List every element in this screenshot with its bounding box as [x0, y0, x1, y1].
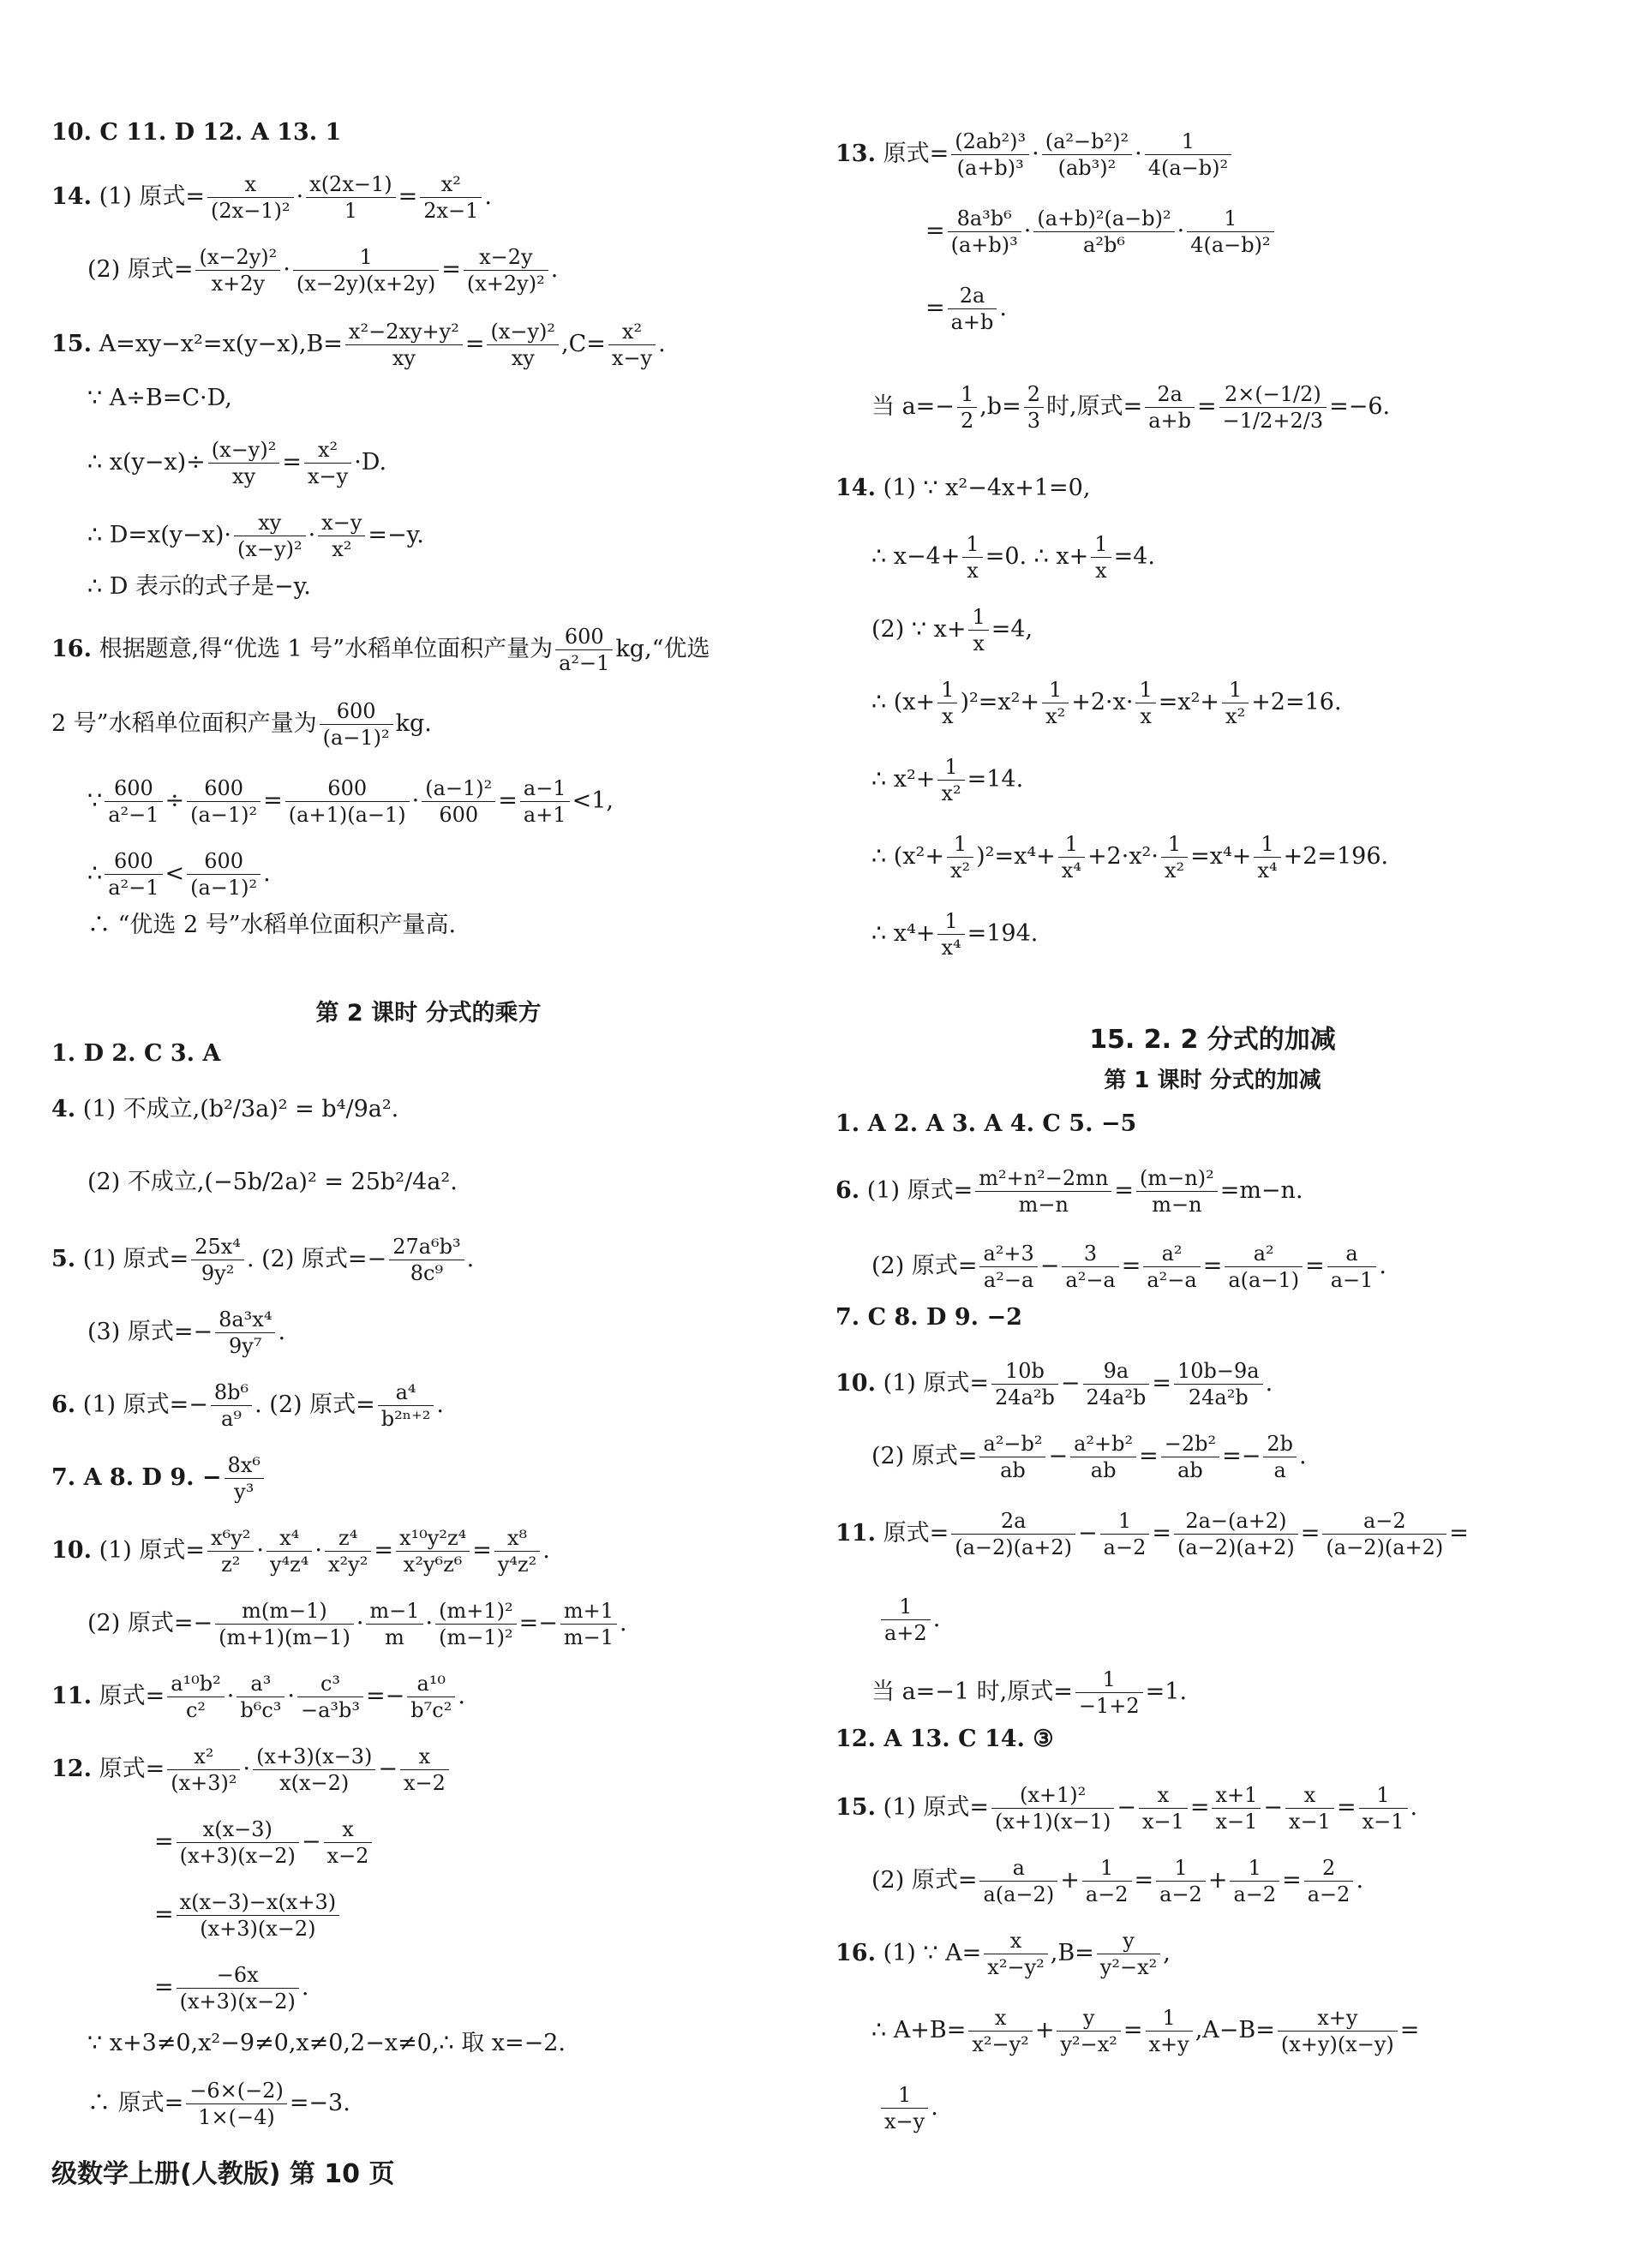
fraction: $\frac{1}{\text{4(a−b)²}}$	[1145, 129, 1231, 181]
answer-line: 14. (1) ∵ x²−4x+1=0,	[835, 475, 1091, 501]
fraction: $\frac{\text{−2b²}}{ab}$	[1161, 1431, 1219, 1483]
answer-line: 16. (1) ∵ A= $\frac{x}{\text{x²−y²}}$ ,B= $\frac{y}{\text{y²−x²}}$ ,	[835, 1929, 1171, 1979]
fraction: $\frac{m(m-1)}{(m+1)(m-1)}$	[215, 1598, 354, 1650]
fraction: $\frac{\text{x²}}{x-y}$	[608, 319, 656, 371]
answer-line: ∴ x(y−x)÷ $\frac{\text{(x−y)²}}{xy}$ = $\frac{\text{x²}}{x-y}$ ·D.	[87, 438, 387, 488]
answer-line: ∴ D 表示的式子是−y.	[87, 573, 311, 600]
fraction: $\frac{a-1}{a+1}$	[520, 775, 570, 828]
fraction: $\frac{x-y}{\text{x²}}$	[318, 510, 365, 562]
answer-line: ∴ (x+ $\frac{1}{x}$ )²=x²+ $\frac{1}{\text{x²}}$ +2·x· $\frac{1}{x}$ =x²+ $\frac{1}{\text{x²}}$ +2=16.	[871, 678, 1342, 728]
fraction: $\frac{1}{x}$	[968, 604, 988, 656]
answer-line: ∴ 原式= $\frac{-6\times(-2)}{1\times(-4)}$ =−3.	[87, 2079, 350, 2129]
answer-line: ∴ “优选 2 号”水稻单位面积产量高.	[87, 912, 457, 938]
fraction: $\frac{xy}{\text{(x−y)²}}$	[234, 510, 306, 562]
fraction: $\frac{\text{8a³x⁴}}{\text{9y⁷}}$	[215, 1307, 275, 1359]
fraction: $\frac{\text{8x⁶}}{\text{y³}}$	[225, 1452, 264, 1505]
fraction: $\frac{x}{\text{x²−y²}}$	[968, 2005, 1032, 2057]
fraction: $\frac{1}{\text{x⁴}}$	[1254, 831, 1280, 883]
answer-line: 6. (1) 原式=− $\frac{\text{8b⁶}}{\text{a⁹}}$ . (2) 原式= $\frac{\text{a⁴}}{\text{b²ⁿ⁺²}}$ .	[51, 1380, 444, 1431]
fraction: $\frac{1}{x}$	[937, 677, 957, 729]
fraction: $\frac{1}{a-2}$	[1156, 1855, 1206, 1907]
answer-line: 10. C 11. D 12. A 13. 1	[51, 119, 342, 146]
fraction: $\frac{1}{a-2}$	[1082, 1855, 1132, 1907]
fraction: $\frac{600}{\text{a²−1}}$	[555, 624, 613, 676]
answer-line: ∴ $\frac{600}{\text{a²−1}}$ < $\frac{600}{\text{(a−1)²}}$ .	[87, 849, 271, 900]
fraction: $\frac{x(x-3)}{(x+3)(x-2)}$	[177, 1816, 299, 1869]
fraction: $\frac{1}{-1+2}$	[1075, 1667, 1143, 1719]
answer-line: (2) 原式= $\frac{\text{a²+3}}{\text{a²−a}}$ − $\frac{3}{\text{a²−a}}$ = $\frac{\text{a²}}{\text{a²−a}}$ = $\frac{\text{a²}}{a(a-1)}$ = $\frac{a}{a-1}$ .	[871, 1242, 1386, 1292]
answer-line: = $\frac{-6x}{(x+3)(x-2)}$ .	[154, 1963, 309, 2014]
fraction: $\frac{2a}{(a-2)(a+2)}$	[951, 1508, 1075, 1560]
fraction: $\frac{\text{x²}}{x-y}$	[304, 437, 351, 489]
answer-line: (2) ∵ x+ $\frac{1}{x}$ =4,	[871, 605, 1033, 655]
fraction: $\frac{1}{x-1}$	[1359, 1782, 1408, 1834]
fraction: $\frac{1}{(x-2y)(x+2y)}$	[293, 244, 439, 296]
fraction: $\frac{600}{\text{a²−1}}$	[105, 775, 162, 828]
answer-line: 10. (1) 原式= $\frac{10b}{\text{24a²b}}$ − $\frac{9a}{\text{24a²b}}$ = $\frac{10b-9a}{\text{24a²b}}$ .	[835, 1359, 1273, 1409]
answer-line: ∴ x²+ $\frac{1}{\text{x²}}$ =14.	[871, 755, 1024, 805]
fraction: $\frac{x-2y}{\text{(x+2y)²}}$	[464, 244, 548, 296]
answer-line: (2) 原式= $\frac{\text{(x−2y)²}}{x+2y}$ · $\frac{1}{(x-2y)(x+2y)}$ = $\frac{x-2y}{\text{(x+2y)²}}$ .	[87, 245, 559, 296]
fraction: $\frac{a}{a(a-2)}$	[979, 1855, 1057, 1907]
answer-line: 13. 原式= $\frac{\text{(2ab²)³}}{\text{(a+b)³}}$ · $\frac{\text{(a²−b²)²}}{\text{(ab³)²}}$ · $\frac{1}{\text{4(a−b)²}}$	[835, 129, 1234, 181]
fraction: $\frac{\text{(2ab²)³}}{\text{(a+b)³}}$	[951, 129, 1029, 181]
answer-line: $\frac{1}{x-y}$ .	[878, 2082, 938, 2134]
fraction: $\frac{\text{a²}}{\text{a²−a}}$	[1143, 1241, 1200, 1293]
answer-line: $\frac{1}{a+2}$ .	[878, 1594, 940, 1646]
fraction: $\frac{\text{x¹⁰y²z⁴}}{\text{x²y⁶z⁶}}$	[396, 1525, 470, 1577]
fraction: $\frac{2\times(-1/2)}{-1/2+2/3}$	[1219, 381, 1327, 434]
fraction: $\frac{x}{\text{x²−y²}}$	[984, 1928, 1047, 1980]
answer-line: ∴ D=x(y−x)· $\frac{xy}{\text{(x−y)²}}$ · $\frac{x-y}{\text{x²}}$ =−y.	[87, 511, 424, 561]
fraction: $\frac{1}{a-2}$	[1100, 1508, 1150, 1560]
answer-line: 16. 根据题意,得“优选 1 号”水稻单位面积产量为 $\frac{600}{\text{a²−1}}$ kg,“优选	[51, 625, 710, 675]
fraction: $\frac{1}{\text{x²}}$	[1161, 831, 1188, 883]
fraction: $\frac{\text{(a−1)²}}{600}$	[422, 775, 495, 828]
fraction: $\frac{600}{\text{a²−1}}$	[105, 848, 162, 901]
answer-line: 7. A 8. D 9. − $\frac{\text{8x⁶}}{\text{y³}}$	[51, 1452, 267, 1505]
fraction: $\frac{9a}{\text{24a²b}}$	[1083, 1358, 1150, 1410]
answer-line: 5. (1) 原式= $\frac{\text{25x⁴}}{\text{9y²}}$ . (2) 原式=− $\frac{\text{27a⁶b³}}{\text{8c⁹}}$ .	[51, 1235, 475, 1285]
fraction: $\frac{2}{3}$	[1024, 381, 1044, 434]
answer-line: 6. (1) 原式= $\frac{\text{m²+n²−2mn}}{m-n}$ = $\frac{\text{(m−n)²}}{m-n}$ =m−n.	[835, 1166, 1303, 1217]
fraction: $\frac{1}{a-2}$	[1230, 1855, 1279, 1907]
answer-line: 15. (1) 原式= $\frac{\text{(x+1)²}}{(x+1)(x-1)}$ − $\frac{x}{x-1}$ = $\frac{x+1}{x-1}$ − $\frac{x}{x-1}$ = $\frac{1}{x-1}$ .	[835, 1783, 1418, 1834]
fraction: $\frac{10b}{\text{24a²b}}$	[991, 1358, 1058, 1410]
fraction: $\frac{\text{(m+1)²}}{\text{(m−1)²}}$	[435, 1598, 516, 1650]
fraction: $\frac{2a}{a+b}$	[948, 283, 997, 335]
fraction: $\frac{\text{(x−y)²}}{xy}$	[487, 319, 559, 371]
fraction: $\frac{\text{x²−2xy+y²}}{xy}$	[345, 319, 463, 371]
fraction: $\frac{x+1}{x-1}$	[1212, 1782, 1261, 1834]
fraction: $\frac{-6\times(-2)}{1\times(-4)}$	[186, 2078, 287, 2130]
answer-line: (3) 原式=− $\frac{\text{8a³x⁴}}{\text{9y⁷}}$ .	[87, 1308, 286, 1358]
fraction: $\frac{\text{c³}}{\text{−a³b³}}$	[297, 1671, 363, 1723]
fraction: $\frac{y}{\text{y²−x²}}$	[1057, 2005, 1120, 2057]
fraction: $\frac{x}{\text{(2x−1)²}}$	[207, 171, 294, 224]
answer-line: 11. 原式= $\frac{2a}{(a-2)(a+2)}$ − $\frac{1}{a-2}$ = $\frac{2a-(a+2)}{(a-2)(a+2)}$ = $\frac{a-2}{(a-2)(a+2)}$ =	[835, 1509, 1469, 1559]
fraction: $\frac{x}{x-1}$	[1285, 1782, 1334, 1834]
answer-line: (2) 原式=− $\frac{m(m-1)}{(m+1)(m-1)}$ · $\frac{m-1}{m}$ · $\frac{\text{(m+1)²}}{\text{(m−1)²}}$ =− $\frac{m+1}{m-1}$ .	[87, 1599, 627, 1649]
fraction: $\frac{1}{\text{x⁴}}$	[1058, 831, 1085, 883]
answer-line: 12. 原式= $\frac{\text{x²}}{\text{(x+3)²}}$ · $\frac{(x+3)(x-3)}{x(x-2)}$ − $\frac{x}{x-2}$	[51, 1744, 452, 1796]
answer-line: 14. (1) 原式= $\frac{x}{\text{(2x−1)²}}$ · $\frac{x(2x-1)}{1}$ = $\frac{\text{x²}}{2x-1}$ .	[51, 172, 493, 223]
fraction: $\frac{x}{x-1}$	[1139, 1782, 1188, 1834]
fraction: $\frac{\text{z⁴}}{\text{x²y²}}$	[325, 1525, 371, 1577]
fraction: $\frac{1}{a+2}$	[881, 1594, 931, 1646]
fraction: $\frac{2a-(a+2)}{(a-2)(a+2)}$	[1174, 1508, 1298, 1560]
answer-line: 2 号”水稻单位面积产量为 $\frac{600}{\text{(a−1)²}}$ kg.	[51, 699, 432, 750]
fraction: $\frac{1}{x-y}$	[881, 2082, 928, 2134]
fraction: $\frac{\text{8b⁶}}{\text{a⁹}}$	[211, 1379, 252, 1432]
fraction: $\frac{\text{(m−n)²}}{m-n}$	[1136, 1165, 1218, 1218]
answer-line: 10. (1) 原式= $\frac{\text{x⁶y²}}{\text{z²}}$ · $\frac{\text{x⁴}}{\text{y⁴z⁴}}$ · $\frac{\text{z⁴}}{\text{x²y²}}$ = $\frac{\text{x¹⁰y²z⁴}}{\text{x²y⁶z⁶}}$ = $\frac{\text{x⁸}}{\text{y⁴z²}}$ .	[51, 1526, 550, 1577]
fraction: $\frac{1}{x}$	[1135, 677, 1155, 729]
answer-line: 7. C 8. D 9. −2	[835, 1304, 1022, 1331]
answer-line: = $\frac{x(x-3)}{(x+3)(x-2)}$ − $\frac{x}{x-2}$	[154, 1816, 374, 1869]
section-title: 第 2 课时 分式的乘方	[315, 1000, 542, 1026]
fraction: $\frac{2a}{a+b}$	[1145, 381, 1195, 434]
answer-line: 15. A=xy−x²=x(y−x),B= $\frac{\text{x²−2xy+y²}}{xy}$ = $\frac{\text{(x−y)²}}{xy}$ ,C= $\frac{\text{x²}}{x-y}$ .	[51, 320, 666, 370]
fraction: $\frac{1}{x+y}$	[1146, 2005, 1193, 2057]
fraction: $\frac{600}{\text{(a−1)²}}$	[187, 775, 261, 828]
fraction: $\frac{1}{\text{x²}}$	[1222, 677, 1249, 729]
fraction: $\frac{x+y}{(x+y)(x-y)}$	[1278, 2005, 1398, 2057]
fraction: $\frac{x(x-3)-x(x+3)}{(x+3)(x-2)}$	[177, 1889, 339, 1942]
answer-line: 11. 原式= $\frac{\text{a¹⁰b²}}{\text{c²}}$ · $\frac{\text{a³}}{\text{b⁶c³}}$ · $\frac{\text{c³}}{\text{−a³b³}}$ =− $\frac{\text{a¹⁰}}{\text{b⁷c²}}$ .	[51, 1672, 465, 1722]
answer-line: = $\frac{2a}{a+b}$ .	[925, 284, 1007, 334]
answer-line: ∵ x+3≠0,x²−9≠0,x≠0,2−x≠0,∴ 取 x=−2.	[87, 2030, 566, 2056]
fraction: $\frac{\text{a¹⁰b²}}{\text{c²}}$	[167, 1671, 225, 1723]
fraction: $\frac{\text{a¹⁰}}{\text{b⁷c²}}$	[407, 1671, 455, 1723]
fraction: $\frac{\text{(x+1)²}}{(x+1)(x-1)}$	[991, 1782, 1114, 1834]
fraction: $\frac{\text{a³}}{\text{b⁶c³}}$	[237, 1671, 284, 1723]
section-title: 15. 2. 2 分式的加减	[1089, 1025, 1336, 1055]
fraction: $\frac{(x+3)(x-3)}{x(x-2)}$	[253, 1744, 375, 1796]
answer-line: (2) 原式= $\frac{a}{a(a-2)}$ + $\frac{1}{a-2}$ = $\frac{1}{a-2}$ + $\frac{1}{a-2}$ = $\frac{2}{a-2}$ .	[871, 1856, 1364, 1906]
fraction: $\frac{\text{(x−y)²}}{xy}$	[208, 437, 280, 489]
answer-line: ∴ x−4+ $\frac{1}{x}$ =0. ∴ x+ $\frac{1}{x}$ =4.	[871, 532, 1155, 583]
fraction: $\frac{1}{x}$	[962, 531, 982, 583]
answer-line: 1. D 2. C 3. A	[51, 1040, 221, 1067]
fraction: $\frac{\text{(a+b)²(a−b)²}}{\text{a²b⁶}}$	[1033, 206, 1174, 258]
fraction: $\frac{\text{27a⁶b³}}{\text{8c⁹}}$	[389, 1234, 464, 1286]
fraction: $\frac{1}{2}$	[957, 381, 977, 434]
fraction: $\frac{m+1}{m-1}$	[560, 1598, 617, 1650]
fraction: $\frac{\text{a²−b²}}{ab}$	[979, 1431, 1045, 1483]
fraction: $\frac{2}{a-2}$	[1304, 1855, 1354, 1907]
fraction: $\frac{y}{\text{y²−x²}}$	[1097, 1928, 1160, 1980]
fraction: $\frac{1}{\text{x²}}$	[937, 754, 964, 806]
fraction: $\frac{\text{a⁴}}{\text{b²ⁿ⁺²}}$	[378, 1379, 434, 1432]
answer-line: ∵ A÷B=C·D,	[87, 385, 232, 411]
page-footer: 级数学上册(人教版) 第 10 页	[51, 2159, 395, 2189]
answer-line: (2) 不成立,(−5b/2a)² = 25b²/4a².	[87, 1169, 458, 1195]
fraction: $\frac{x(2x-1)}{1}$	[306, 171, 395, 224]
fraction: $\frac{\text{(x−2y)²}}{x+2y}$	[195, 244, 280, 296]
answer-line: 当 a=−1 时,原式= $\frac{1}{-1+2}$ =1.	[871, 1667, 1188, 1718]
fraction: $\frac{600}{\text{(a−1)²}}$	[320, 698, 393, 751]
fraction: $\frac{600}{\text{(a−1)²}}$	[187, 848, 261, 901]
fraction: $\frac{a-2}{(a-2)(a+2)}$	[1322, 1508, 1446, 1560]
fraction: $\frac{\text{a²+3}}{\text{a²−a}}$	[979, 1241, 1037, 1293]
fraction: $\frac{\text{(a²−b²)²}}{\text{(ab³)²}}$	[1042, 129, 1132, 181]
answer-line: = $\frac{\text{8a³b⁶}}{\text{(a+b)³}}$ · $\frac{\text{(a+b)²(a−b)²}}{\text{a²b⁶}}$ · $\frac{1}{\text{4(a−b)²}}$	[925, 206, 1277, 258]
fraction: $\frac{\text{8a³b⁶}}{\text{(a+b)³}}$	[948, 206, 1021, 258]
answer-line: 4. (1) 不成立,(b²/3a)² = b⁴/9a².	[51, 1096, 399, 1122]
fraction: $\frac{1}{\text{x²}}$	[947, 831, 973, 883]
fraction: $\frac{3}{\text{a²−a}}$	[1062, 1241, 1118, 1293]
answer-line: ∴ x⁴+ $\frac{1}{\text{x⁴}}$ =194.	[871, 909, 1039, 960]
answer-line: 12. A 13. C 14. ③	[835, 1726, 1054, 1752]
fraction: $\frac{1}{x}$	[1091, 531, 1111, 583]
answer-line: = $\frac{x(x-3)-x(x+3)}{(x+3)(x-2)}$	[154, 1889, 342, 1942]
fraction: $\frac{\text{x⁴}}{\text{y⁴z⁴}}$	[267, 1525, 312, 1577]
fraction: $\frac{2b}{a}$	[1263, 1431, 1297, 1483]
fraction: $\frac{\text{m²+n²−2mn}}{m-n}$	[975, 1165, 1111, 1218]
answer-line: (2) 原式= $\frac{\text{a²−b²}}{ab}$ − $\frac{\text{a²+b²}}{ab}$ = $\frac{\text{−2b²}}{ab}$ =− $\frac{2b}{a}$ .	[871, 1432, 1307, 1482]
answer-line: ∴ A+B= $\frac{x}{\text{x²−y²}}$ + $\frac{y}{\text{y²−x²}}$ = $\frac{1}{x+y}$ ,A−B= $\frac{x+y}{(x+y)(x-y)}$ =	[871, 2006, 1420, 2056]
fraction: $\frac{\text{25x⁴}}{\text{9y²}}$	[191, 1234, 244, 1286]
answer-line: 当 a=− $\frac{1}{2}$ ,b= $\frac{2}{3}$ 时,原式= $\frac{2a}{a+b}$ = $\frac{2\times(-1/2)}{-1/2+2/3}$ =−6.	[871, 382, 1391, 433]
answer-line: ∵ $\frac{600}{\text{a²−1}}$ ÷ $\frac{600}{\text{(a−1)²}}$ = $\frac{600}{(a+1)(a-1)}$ · $\frac{\text{(a−1)²}}{600}$ = $\frac{a-1}{a+1}$ <1,	[87, 776, 614, 827]
fraction: $\frac{-6x}{(x+3)(x-2)}$	[177, 1962, 299, 2014]
subsection-title: 第 1 课时 分式的加减	[1104, 1068, 1321, 1093]
fraction: $\frac{1}{\text{x²}}$	[1042, 677, 1069, 729]
fraction: $\frac{1}{\text{x⁴}}$	[937, 908, 964, 960]
answer-line: 1. A 2. A 3. A 4. C 5. −5	[835, 1110, 1137, 1137]
fraction: $\frac{\text{x⁸}}{\text{y⁴z²}}$	[494, 1525, 540, 1577]
fraction: $\frac{1}{\text{4(a−b)²}}$	[1187, 206, 1273, 258]
fraction: $\frac{\text{a²}}{a(a-1)}$	[1225, 1241, 1303, 1293]
fraction: $\frac{a}{a-1}$	[1327, 1241, 1377, 1293]
answer-line: ∴ (x²+ $\frac{1}{\text{x²}}$ )²=x⁴+ $\frac{1}{\text{x⁴}}$ +2·x²· $\frac{1}{\text{x²}}$ =x⁴+ $\frac{1}{\text{x⁴}}$ +2=196.	[871, 832, 1389, 883]
fraction: $\frac{600}{(a+1)(a-1)}$	[285, 775, 410, 828]
fraction: $\frac{\text{x⁶y²}}{\text{z²}}$	[207, 1525, 254, 1577]
fraction: $\frac{m-1}{m}$	[366, 1598, 422, 1650]
fraction: $\frac{\text{x²}}{\text{(x+3)²}}$	[167, 1744, 240, 1796]
fraction: $\frac{\text{a²+b²}}{ab}$	[1070, 1431, 1136, 1483]
fraction: $\frac{10b-9a}{\text{24a²b}}$	[1174, 1358, 1263, 1410]
fraction: $\frac{x}{x-2}$	[324, 1816, 373, 1869]
fraction: $\frac{\text{x²}}{2x-1}$	[420, 171, 482, 224]
fraction: $\frac{x}{x-2}$	[400, 1744, 449, 1796]
